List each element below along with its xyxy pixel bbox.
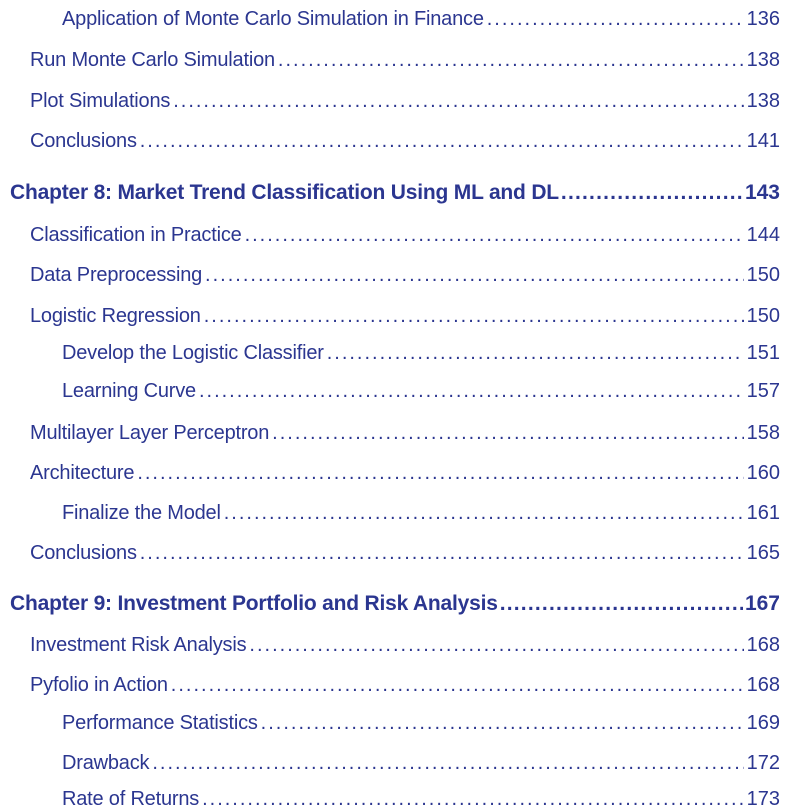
toc-entry[interactable] <box>30 130 780 153</box>
toc-entry-page: 161 <box>746 502 780 524</box>
dot-leader <box>327 342 744 365</box>
toc-entry-title: Data Preprocessing <box>30 264 203 286</box>
chapter-page: 143 <box>744 181 780 204</box>
toc-entry[interactable] <box>30 634 780 657</box>
toc-entry-page: 165 <box>746 542 780 564</box>
toc-entry-page: 150 <box>746 305 780 327</box>
toc-entry-title: Pyfolio in Action <box>30 674 168 696</box>
toc-entry[interactable] <box>62 502 780 525</box>
toc-entry-page: 168 <box>746 634 780 656</box>
chapter-title: Chapter 8: Market Trend Classification Using ML and DL <box>10 181 559 204</box>
dot-leader <box>561 181 743 205</box>
dot-leader <box>204 305 744 328</box>
toc-entry-page: 138 <box>746 90 780 112</box>
chapter-title: Chapter 9: Investment Portfolio and Risk Analysis <box>10 592 498 615</box>
toc-entry[interactable] <box>62 342 780 365</box>
toc-entry[interactable] <box>62 752 780 775</box>
toc-entry[interactable] <box>62 380 780 403</box>
toc-entry-title: Conclusions <box>30 130 137 152</box>
toc-entry-page: 172 <box>746 752 780 774</box>
toc-entry-title: Investment Risk Analysis <box>30 634 247 656</box>
dot-leader <box>140 542 744 565</box>
toc-entry-page: 136 <box>746 8 780 30</box>
dot-leader <box>261 712 744 735</box>
toc-entry[interactable] <box>30 305 780 328</box>
dot-leader <box>205 264 744 287</box>
dot-leader <box>173 90 743 113</box>
toc-entry-page: 158 <box>746 422 780 444</box>
toc-entry-title: Develop the Logistic Classifier <box>62 342 324 364</box>
toc-entry-title: Multilayer Layer Perceptron <box>30 422 270 444</box>
toc-entry[interactable] <box>62 8 780 31</box>
toc-entry[interactable] <box>30 674 780 697</box>
dot-leader <box>171 674 744 697</box>
toc-entry-page: 141 <box>746 130 780 152</box>
toc-entry-title: Performance Statistics <box>62 712 258 734</box>
toc-entry-page: 144 <box>746 224 780 246</box>
toc-entry[interactable] <box>30 264 780 287</box>
toc-entry[interactable] <box>30 542 780 565</box>
dot-leader <box>249 634 743 657</box>
toc-entry-title: Drawback <box>62 752 150 774</box>
toc-entry[interactable] <box>30 49 780 72</box>
toc-entry-title: Classification in Practice <box>30 224 242 246</box>
toc-entry-title: Logistic Regression <box>30 305 201 327</box>
toc-entry-title: Application of Monte Carlo Simulation in Finance <box>62 8 484 30</box>
dot-leader <box>140 130 744 153</box>
toc-entry[interactable] <box>30 422 780 445</box>
dot-leader <box>224 502 744 525</box>
toc-entry-title: Run Monte Carlo Simulation <box>30 49 275 71</box>
toc-entry[interactable] <box>30 462 780 485</box>
toc-entry[interactable] <box>62 712 780 735</box>
dot-leader <box>500 592 743 616</box>
chapter-page: 167 <box>744 592 780 615</box>
toc-entry-title: Conclusions <box>30 542 137 564</box>
dot-leader <box>152 752 743 775</box>
toc-entry[interactable] <box>30 224 780 247</box>
dot-leader <box>278 49 744 72</box>
toc-entry-page: 173 <box>746 788 780 810</box>
dot-leader <box>487 8 744 31</box>
toc-entry-page: 169 <box>746 712 780 734</box>
toc-entry[interactable] <box>30 90 780 113</box>
dot-leader <box>272 422 743 445</box>
dot-leader <box>199 380 744 403</box>
toc-chapter-entry[interactable] <box>10 181 780 205</box>
dot-leader <box>137 462 743 485</box>
toc-entry-title: Rate of Returns <box>62 788 200 810</box>
toc-entry-page: 168 <box>746 674 780 696</box>
dot-leader <box>245 224 744 247</box>
toc-entry-page: 138 <box>746 49 780 71</box>
toc-entry-title: Plot Simulations <box>30 90 171 112</box>
toc-entry-title: Finalize the Model <box>62 502 221 524</box>
toc-chapter-entry[interactable] <box>10 592 780 616</box>
toc-entry-title: Learning Curve <box>62 380 196 402</box>
toc-entry-page: 157 <box>746 380 780 402</box>
toc-entry-title: Architecture <box>30 462 135 484</box>
toc-entry-page: 160 <box>746 462 780 484</box>
toc-entry-page: 150 <box>746 264 780 286</box>
toc-entry-page: 151 <box>746 342 780 364</box>
